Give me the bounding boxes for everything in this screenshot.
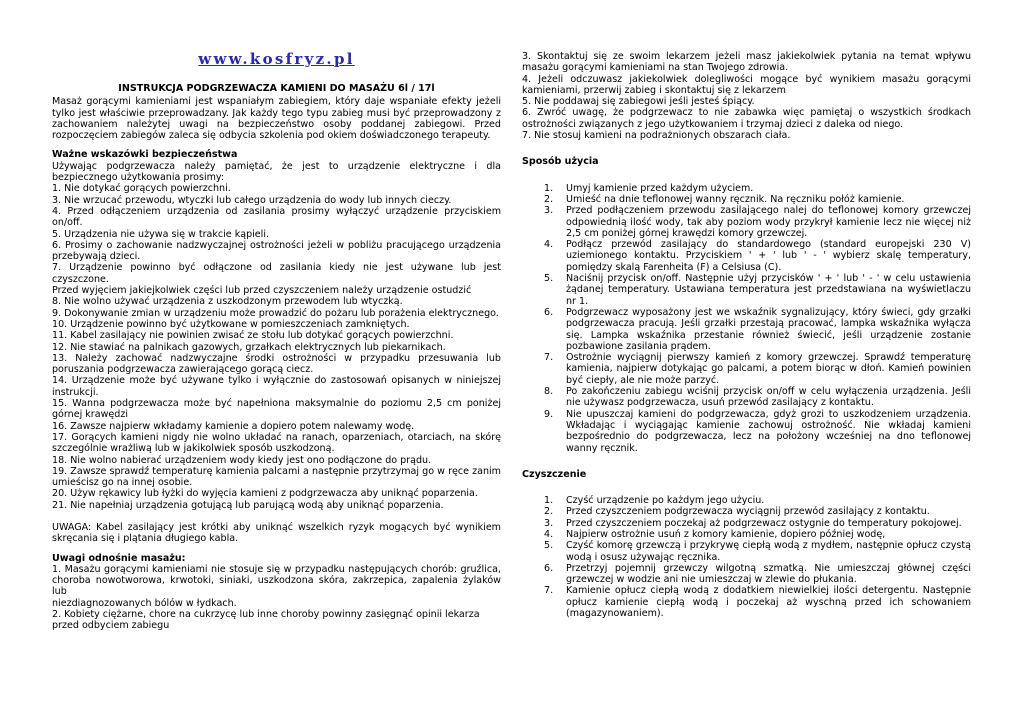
cleaning-step: 2. Przed czyszczeniem podgrzewacza wyciągnij przewód zasilający z kontaktu. [544,506,930,518]
cleaning-step: 3. Przed czyszczeniem poczekaj aż podgrzewacz ostygnie do temperatury pokojowej. [544,517,962,529]
safety-item: 9. Dokonywanie zmian w urządzeniu może prowadzić do pożaru lub porażenia elektrycznego. [52,307,499,319]
safety-item: 13. Należy zachować nadzwyczajne środki ostrożności w przypadku przesuwania lub poruszania podgrzewacza zawierającego gorącą ciecz. [52,352,501,376]
massage-item: niezdiagnozowanych bólów w łydkach. [52,597,237,609]
safety-item: 14. Urządzenie może być używane tylko i wyłącznie do zastosowań opisanych w niniejszej instrukcji. [52,375,501,398]
usage-step: 5. Naciśnij przycisk on/off. Następnie użyj przycisków ' + ' lub ' - ' w celu ustawienia żądanej temperatury. Ustawiana temperatura jest przedstawiana na wyświetlaczu nr 1. [544,273,971,307]
massage-item: 2. Kobiety ciężarne, chore na cukrzycę lub inne choroby powinny zasięgnąć opinii lekarza przed odbyciem zabiegu [52,609,480,632]
safety-item: 1. Nie dotykać gorących powierzchni. [52,183,231,195]
cleaning-list [522,495,971,619]
left-column [52,0,501,632]
usage-step: 9. Nie upuszczaj kamieni do podgrzewacza, gdyż grozi to uszkodzeniem urządzenia. Wkładając i wyciągając kamienie zachowuj ostrożność. Nie wkładaj kamieni bezpośrednio do podgrzewacza, lecz na położony wcześniej na dno teflonowej wanny ręcznik. [544,408,971,454]
safety-item: 8. Nie wolno używać urządzenia z uszkodzonym przewodem lub wtyczką. [52,296,403,308]
safety-item: 11. Kabel zasilający nie powinien zwisać ze stołu lub dotykać gorących powierzchni. [52,330,454,342]
usage-step: 4. Podłącz przewód zasilający do standardowego (standard europejski 230 V) uziemionego kontaktu. Przyciskiem ' + ' lub ' - ' wybierz skalę temperatury, pomiędzy skalą Farenheita (F) a Celsiusa (C). [544,239,971,273]
safety-item: 6. Prosimy o zachowanie nadzwyczajnej ostrożności jeżeli w pobliżu pracującego urządzenia przebywają dzieci. [52,239,501,263]
site-link[interactable]: www.kosfryz.pl [198,50,355,68]
safety-item: 17. Gorących kamieni nigdy nie wolno układać na ranach, oparzeniach, otarciach, na skórę szczególnie wrażliwą lub w jakikolwiek sposób uszkodzoną. [52,431,501,455]
massage-item: 4. Jeżeli odczuwasz jakiekolwiek dolegliwości mogące być wynikiem masażu gorącymi kamieniami, przerwij zabieg i skontaktuj się z lekarzem [522,73,971,96]
safety-item: 18. Nie wolno nabierać urządzeniem wody kiedy jest ono podłączone do prądu. [52,454,432,466]
safety-heading: Ważne wskazówki bezpieczeństwa [52,149,238,161]
massage-item: 5. Nie poddawaj się zabiegowi jeśli jesteś śpiący. [522,96,755,108]
safety-item: 5. Urządzenia nie używa się w trakcie kąpieli. [52,228,270,240]
usage-step: 1. Umyj kamienie przed każdym użyciem. [544,182,754,194]
cleaning-step: 7. Kamienie opłucz ciepłą wodą z dodatkiem niewielkiej ilości detergentu. Następnie opłucz kamienie ciepłą wodą i poczekaj aż wyschną przed ich schowaniem (magazynowaniem). [544,585,971,620]
safety-item: 16. Zawsze najpierw wkładamy kamienie a dopiero potem nalewamy wodę. [52,420,415,432]
safety-item: 15. Wanna podgrzewacza może być napełniona maksymalnie do poziomu 2,5 cm poniżej górnej krawędzi [52,398,501,421]
usage-list [522,183,971,454]
document-title: INSTRUKCJA PODGRZEWACZA KAMIENI DO MASAŻU 6l / 17l [118,83,435,94]
safety-item: 4. Przed odłączeniem urządzenia od zasilania prosimy wyłączyć urządzenie przyciskiem on/off. [52,205,501,229]
safety-item: 12. Nie stawiać na palnikach gazowych, grzałkach elektrycznych lub piekarnikach. [52,341,446,353]
intro-paragraph: Masaż gorącymi kamieniami jest wspaniałym zabiegiem, który daje wspaniałe efekty jeżeli tylko jest właściwie przeprowadzany. Jak każdy tego typu zabieg musi być przeprowadzony z zachowaniem należytej uwagi na bezpieczeństwo osoby poddanej zabiegowi. Przed rozpoczęciem zabiegów zaleca się odbycia szkolenia pod okiem doświadczonego terapeuty. [52,96,501,142]
safety-lead: Używając podgrzewacza należy pamiętać, że jest to urządzenie elektryczne i dla bezpiecznego użytkowania prosimy: [52,160,501,184]
usage-heading: Sposób użycia [522,156,599,168]
safety-item: 7. Urządzenie powinno być odłączone od zasilania kiedy nie jest używane lub jest czyszczone. [52,262,501,285]
safety-item: 10. Urządzenie powinno być użytkowane w pomieszczeniach zamkniętych. [52,318,410,330]
massage-item: 3. Skontaktuj się ze swoim lekarzem jeżeli masz jakiekolwiek pytania na temat wpływu masażu gorącymi kamieniami na stan Twojego zdrowia. [522,51,971,74]
safety-item: 20. Używ rękawicy lub łyżki do wyjęcia kamieni z podgrzewacza aby uniknąć poparzenia. [52,488,478,500]
massage-item: 6. Zwróć uwagę, że podgrzewacz to nie zabawka więc pamiętaj o wszystkich środkach ostrożności związanych z jego użytkowaniem i trzymaj dzieci z daleka od niego. [522,107,971,130]
usage-step: 2. Umieść na dnie teflonowej wanny ręcznik. Na ręczniku połóż kamienie. [544,193,905,205]
cleaning-step: 6. Przetrzyj pojemnij grzewczy wilgotną szmatką. Nie umieszczaj głównej części grzewczej w wodzie ani nie umieszczaj w zlewie do płukania. [544,562,971,586]
cleaning-step: 5. Czyść komorę grzewczą i przykrywę ciepłą wodą z mydłem, następnie opłucz czystą wodą i osusz używając ręcznika. [544,540,971,563]
cable-warning: UWAGA: Kabel zasilający jest krótki aby uniknąć wszelkich ryzyk mogących być wynikiem skręcania się i plątania długiego kabla. [52,521,501,545]
usage-step: 7. Ostrożnie wyciągnij pierwszy kamień z komory grzewczej. Sprawdź temperaturę kamienia, najpierw dotykając go palcami, a potem biorąc w dłoń. Kamień powinien być ciepły, ale nie może parzyć. [544,352,971,386]
usage-step: 3. Przed podłączeniem przewodu zasilającego nalej do teflonowej komory grzewczej odpowiednią ilość wody, tak aby poziom wody przykrył kamienie lecz nie więcej niż 2,5 cm poniżej górnej krawędzi komory grzewczej. [544,205,971,239]
massage-heading: Uwagi odnośnie masażu: [52,552,186,564]
safety-item: Przed wyjęciem jakiejkolwiek części lub przed czyszczeniem należy urządzenie ostudzić [52,285,472,297]
safety-item: 21. Nie napełniaj urządzenia gotującą lub parującą wodą aby uniknąć poparzenia. [52,499,444,511]
safety-item: 19. Zawsze sprawdź temperaturę kamienia palcami a następnie przytrzymaj go w ręce zanim umieścisz go na innej osobie. [52,465,501,489]
massage-item: 1. Masażu gorącymi kamieniami nie stosuje się w przypadku następujących chorób: gruźlica, choroba nowotworowa, krwotoki, siniaki, uszkodzona skóra, zakrzepica, zapalenia żylaków lub [52,563,501,598]
usage-step: 8. Po zakończeniu zabiegu wciśnij przycisk on/off w celu wyłączenia urządzenia. Jeśli nie używasz podgrzewacza, usuń przewód zasilający z kontaktu. [544,386,971,409]
cleaning-heading: Czyszczenie [522,468,587,480]
usage-step: 6. Podgrzewacz wyposażony jest we wskaźnik sygnalizujący, który świeci, gdy grzałki podgrzewacza pracują. Jeśli grzałki przestają pracować, lampka wskaźnika wyłącza się. Lampka wskaźnika przestanie również świecić, jeśli urządzenie zostanie pozbawione zasilania prądem. [544,306,971,352]
right-column [522,51,971,619]
cleaning-step: 4. Najpierw ostrożnie usuń z komory kamienie, dopiero później wodę, [544,528,886,540]
massage-item: 7. Nie stosuj kamieni na podrażnionych obszarach ciała. [522,130,791,142]
safety-list [52,183,501,511]
safety-item: 3. Nie wrzucać przewodu, wtyczki lub całego urządzenia do wody lub innych cieczy. [52,194,452,206]
cleaning-step: 1. Czyść urządzenie po każdym jego użyciu. [544,495,765,507]
